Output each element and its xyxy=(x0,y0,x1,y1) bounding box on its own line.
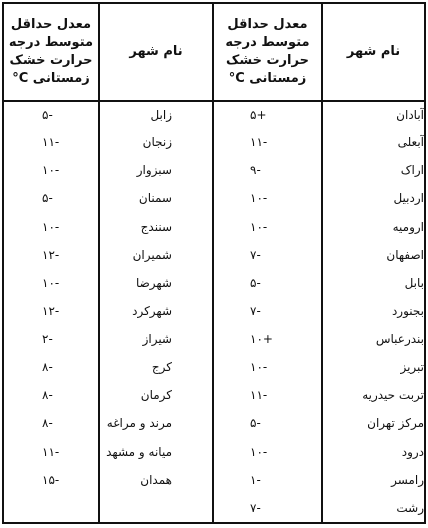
min-temp-header: معدل حداقل متوسط درجه حرارت خشک زمستانی C° xyxy=(3,3,99,101)
table-row xyxy=(3,214,425,242)
city-name-cell: مرند و مراغه xyxy=(99,410,213,438)
city-name-cell: بابل xyxy=(322,270,425,298)
min-temp-cell: -۵ xyxy=(3,185,99,213)
city-name-cell: رامسر xyxy=(322,467,425,495)
min-temp-cell: -۱۱ xyxy=(213,129,322,157)
table-row xyxy=(3,129,425,157)
city-name-header: نام شهر xyxy=(99,3,213,101)
winter-temperature-table xyxy=(2,2,426,524)
min-temp-header: معدل حداقل متوسط درجه حرارت خشک زمستانی C° xyxy=(213,3,322,101)
city-name-cell: شهرضا xyxy=(99,270,213,298)
table-header-row xyxy=(3,3,425,101)
city-name-cell: میانه و مشهد xyxy=(99,439,213,467)
table-row xyxy=(3,298,425,326)
table-row xyxy=(3,382,425,410)
min-temp-cell: -۱ xyxy=(213,467,322,495)
min-temp-cell: -۱۰ xyxy=(3,214,99,242)
min-temp-cell: -۱۱ xyxy=(3,439,99,467)
min-temp-cell: -۱۰ xyxy=(3,157,99,185)
city-name-cell: ارومیه xyxy=(322,214,425,242)
city-name-cell: همدان xyxy=(99,467,213,495)
city-name-cell: سمنان xyxy=(99,185,213,213)
city-name-cell: کرج xyxy=(99,354,213,382)
city-name-cell: رشت xyxy=(322,495,425,523)
city-name-cell: آبعلی xyxy=(322,129,425,157)
table-row xyxy=(3,270,425,298)
min-temp-cell: -۷ xyxy=(213,298,322,326)
city-name-cell: اراک xyxy=(322,157,425,185)
city-name-cell: زابل xyxy=(99,101,213,129)
min-temp-cell: -۹ xyxy=(213,157,322,185)
table-row xyxy=(3,410,425,438)
min-temp-cell: -۵ xyxy=(213,410,322,438)
city-name-cell: مرکز تهران xyxy=(322,410,425,438)
min-temp-cell: -۱۰ xyxy=(213,439,322,467)
city-name-cell xyxy=(99,495,213,523)
min-temp-cell: -۱۰ xyxy=(3,270,99,298)
city-name-cell: بجنورد xyxy=(322,298,425,326)
city-name-cell: اصفهان xyxy=(322,242,425,270)
min-temp-cell: -۷ xyxy=(213,242,322,270)
table-row xyxy=(3,326,425,354)
min-temp-cell: -۷ xyxy=(213,495,322,523)
city-name-cell: کرمان xyxy=(99,382,213,410)
city-name-header: نام شهر xyxy=(322,3,425,101)
min-temp-cell: -۱۰ xyxy=(213,354,322,382)
min-temp-cell: -۱۲ xyxy=(3,242,99,270)
city-name-cell: اردبیل xyxy=(322,185,425,213)
table-row xyxy=(3,439,425,467)
city-name-cell: زنجان xyxy=(99,129,213,157)
table-row xyxy=(3,467,425,495)
city-name-cell: آبادان xyxy=(322,101,425,129)
min-temp-cell: -۸ xyxy=(3,354,99,382)
min-temp-cell: -۱۱ xyxy=(3,129,99,157)
table-row xyxy=(3,242,425,270)
min-temp-cell: -۱۰ xyxy=(213,214,322,242)
city-name-cell: سبزوار xyxy=(99,157,213,185)
table-row xyxy=(3,495,425,523)
table-row xyxy=(3,157,425,185)
min-temp-cell: -۲ xyxy=(3,326,99,354)
city-name-cell: شیراز xyxy=(99,326,213,354)
min-temp-cell: +۱۰ xyxy=(213,326,322,354)
table-row xyxy=(3,185,425,213)
min-temp-cell: -۱۲ xyxy=(3,298,99,326)
city-name-cell: سنندج xyxy=(99,214,213,242)
min-temp-cell: -۱۱ xyxy=(213,382,322,410)
min-temp-cell: -۵ xyxy=(213,270,322,298)
city-name-cell: درود xyxy=(322,439,425,467)
min-temp-cell: -۸ xyxy=(3,382,99,410)
city-name-cell: شمیران xyxy=(99,242,213,270)
min-temp-cell: -۵ xyxy=(3,101,99,129)
city-name-cell: تربت حیدریه xyxy=(322,382,425,410)
table-row xyxy=(3,101,425,129)
min-temp-cell: -۱۵ xyxy=(3,467,99,495)
min-temp-cell xyxy=(3,495,99,523)
min-temp-cell: -۸ xyxy=(3,410,99,438)
city-name-cell: بندرعباس xyxy=(322,326,425,354)
city-name-cell: تبریز xyxy=(322,354,425,382)
table-row xyxy=(3,354,425,382)
city-name-cell: شهرکرد xyxy=(99,298,213,326)
min-temp-cell: -۱۰ xyxy=(213,185,322,213)
min-temp-cell: +۵ xyxy=(213,101,322,129)
